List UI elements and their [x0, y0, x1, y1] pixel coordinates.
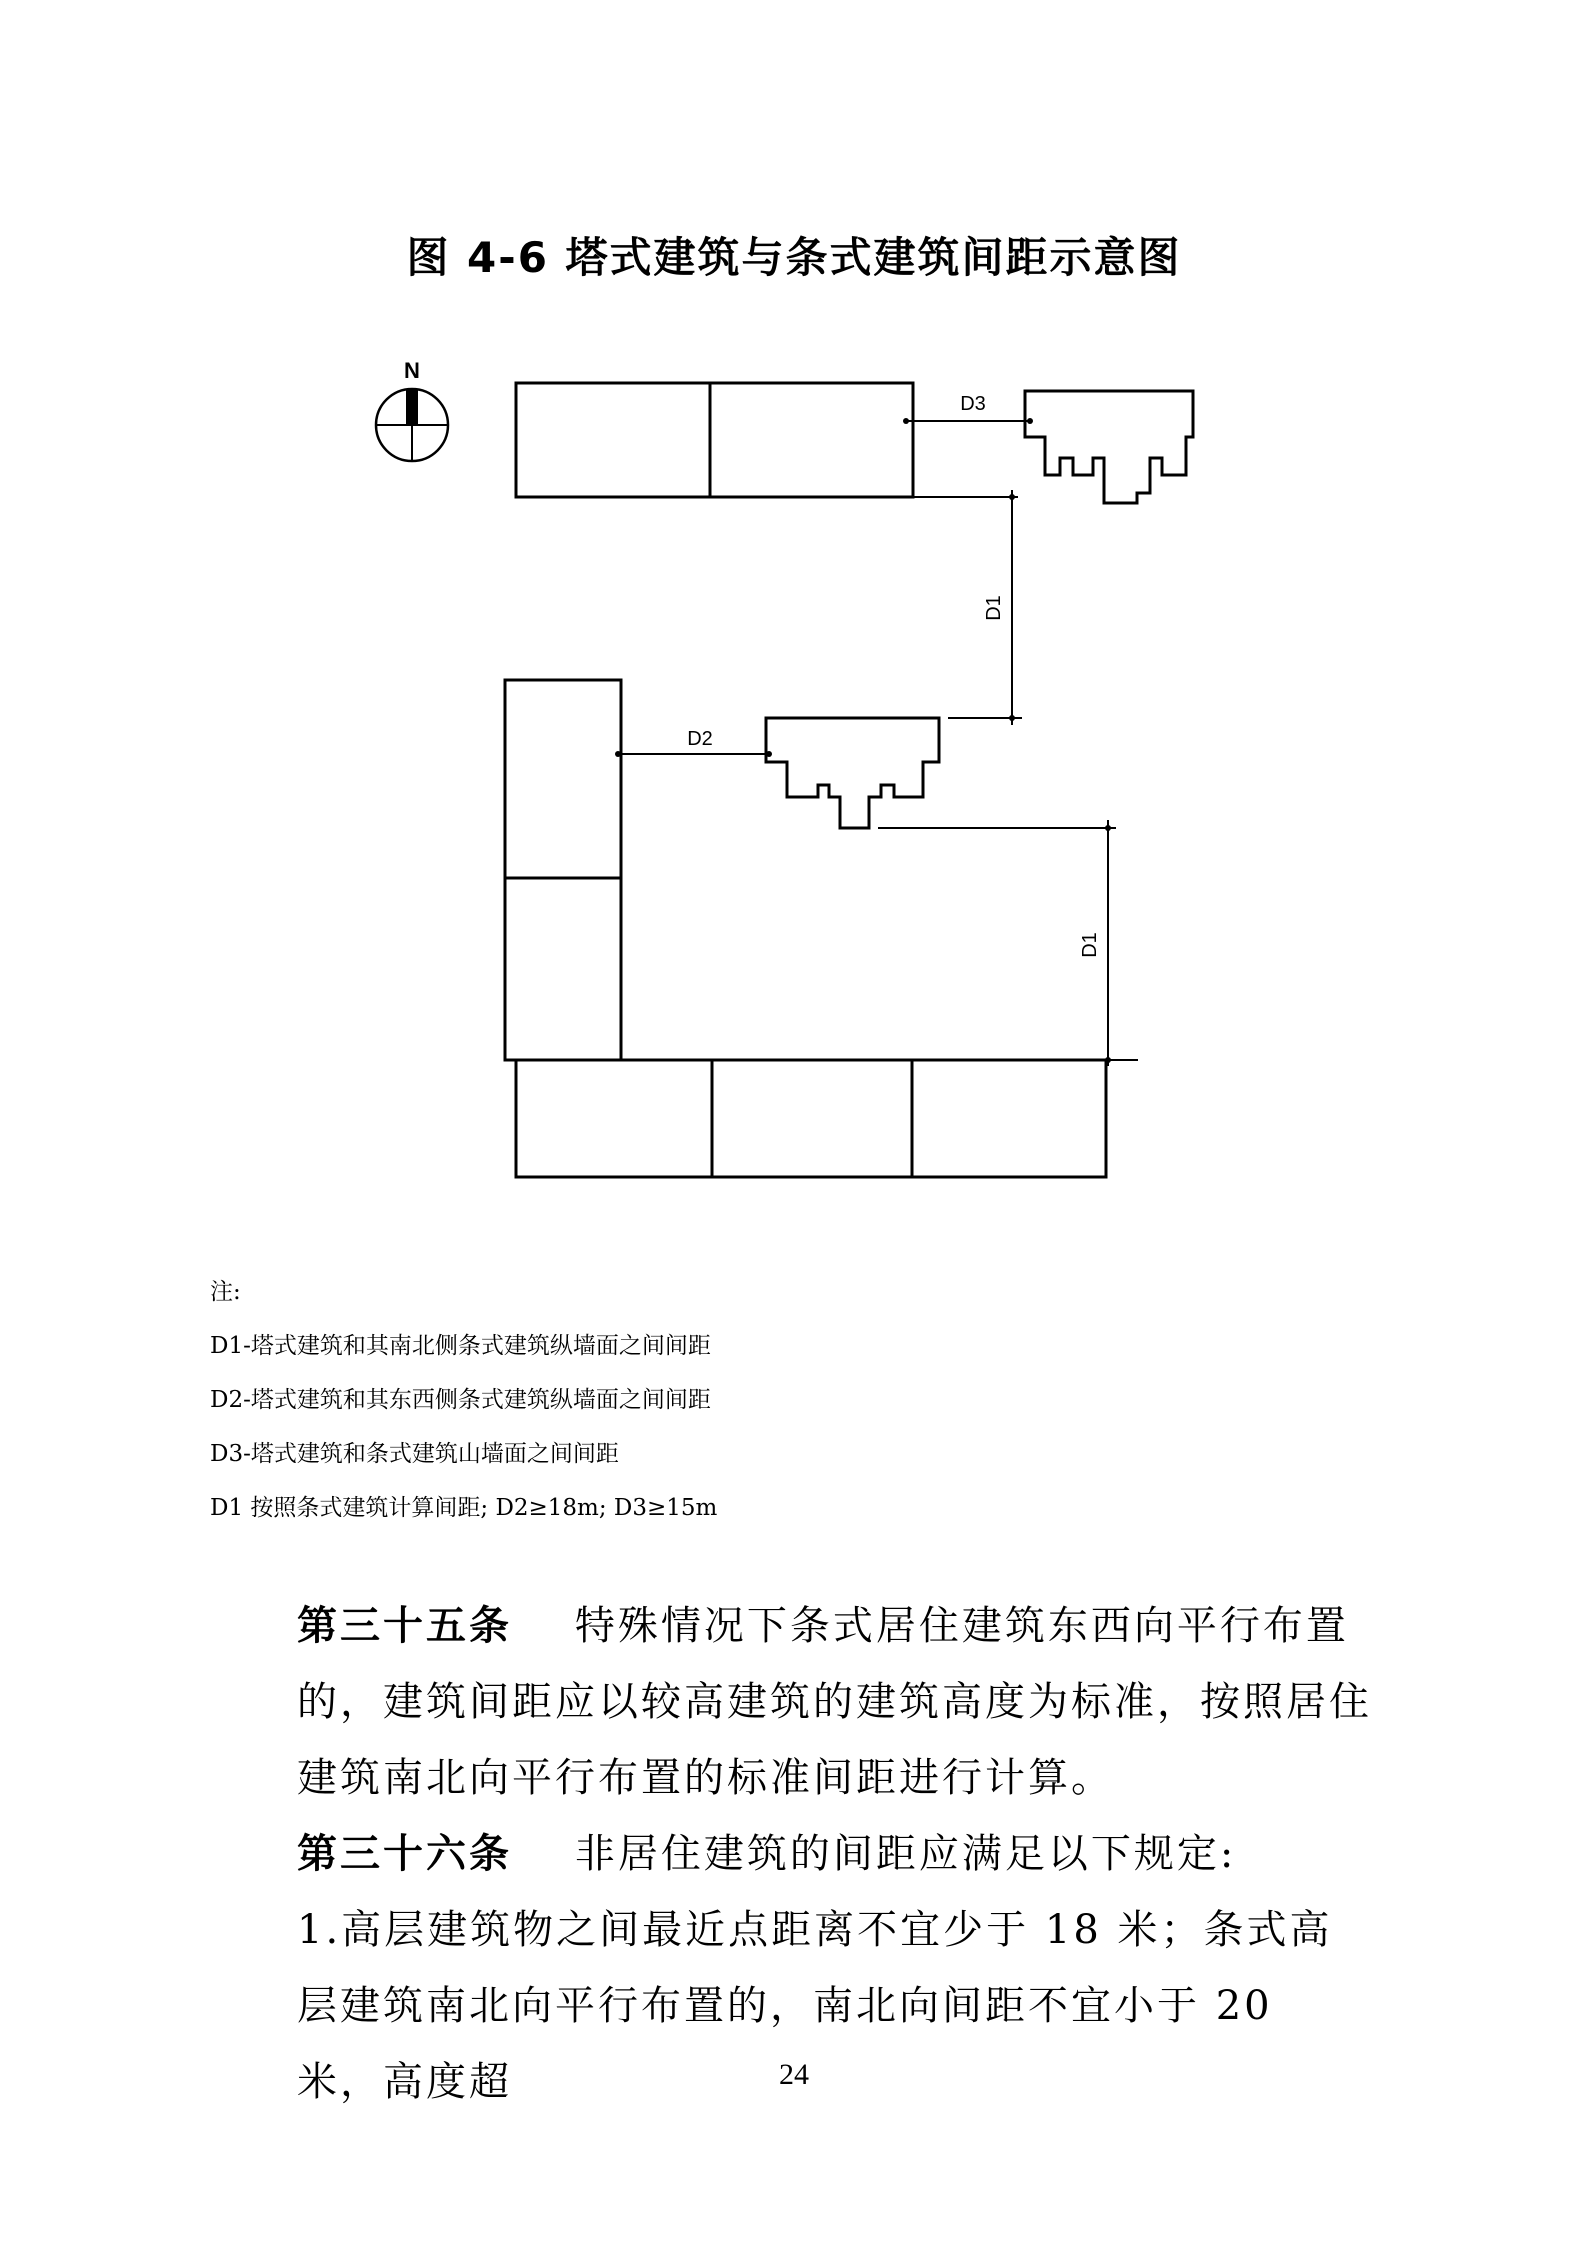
- label-d2: D2: [687, 728, 713, 750]
- note-d3: D3-塔式建筑和条式建筑山墙面之间间距: [210, 1441, 619, 1467]
- tower-building-center: [766, 718, 939, 828]
- article-36: [213, 1816, 1373, 1892]
- west-strip-building: [505, 680, 621, 1060]
- tower-building-northeast: [1025, 391, 1193, 503]
- note-requirements: D1 按照条式建筑计算间距; D2≥18m; D3≥15m: [210, 1495, 718, 1521]
- regulation-text: [213, 1588, 1373, 2120]
- label-d3: D3: [960, 393, 986, 415]
- north-compass-icon: [376, 389, 448, 461]
- article-35-label: 第三十五条: [297, 1603, 512, 1649]
- article-36-label: 第三十六条: [297, 1831, 512, 1877]
- article-35-text: 特殊情况下条式居住建筑东西向平行布置的，建筑间距应以较高建筑的建筑高度为标准，按照居住建筑南北向平行布置的标准间距进行计算。: [297, 1603, 1372, 1801]
- figure-title: 图 4-6 塔式建筑与条式建筑间距示意图: [406, 233, 1182, 282]
- label-d1-lower: D1: [1079, 932, 1101, 958]
- label-d1-upper: D1: [983, 595, 1005, 621]
- page-number: 24: [779, 2058, 809, 2091]
- top-strip-building: [516, 383, 913, 497]
- item-1-text: 1.高层建筑物之间最近点距离不宜少于 18 米；条式高层建筑南北向平行布置的，南北向间距不宜小于 20 米，高度超: [297, 1907, 1333, 2105]
- article-35: [213, 1588, 1373, 1816]
- note-d2: D2-塔式建筑和其东西侧条式建筑纵墙面之间间距: [210, 1387, 711, 1413]
- note-heading: 注:: [210, 1279, 241, 1305]
- compass-north-label: N: [404, 358, 420, 383]
- note-d1: D1-塔式建筑和其南北侧条式建筑纵墙面之间间距: [210, 1333, 711, 1359]
- article-36-text: 非居住建筑的间距应满足以下规定:: [574, 1831, 1237, 1877]
- south-strip-building: [516, 1060, 1106, 1177]
- figure-notes: [210, 1265, 717, 1535]
